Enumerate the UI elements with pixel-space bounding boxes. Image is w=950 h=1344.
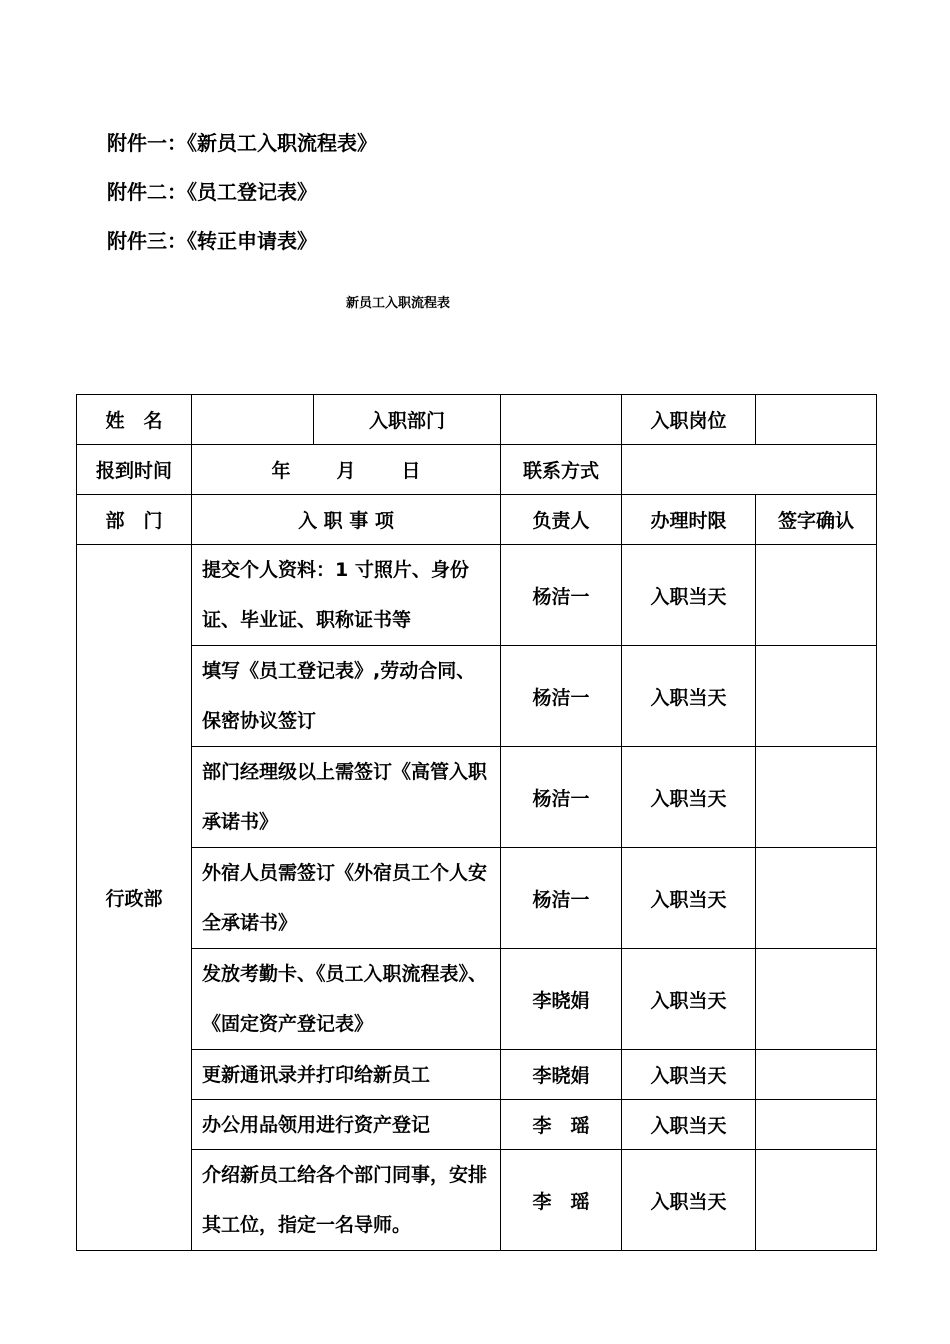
col-department-header: 部 门 (77, 495, 192, 545)
table-row (77, 545, 877, 646)
task-item: 办公用品领用进行资产登记 (192, 1100, 501, 1150)
contact-value-cell[interactable] (622, 445, 877, 495)
attachment-item: 附件一：《新员工入职流程表》 (107, 131, 377, 155)
task-item: 部门经理级以上需签订《高管入职承诺书》 (192, 747, 501, 848)
position-value-cell[interactable] (756, 395, 877, 445)
owner-cell: 杨洁一 (501, 646, 622, 747)
table-row (77, 1100, 877, 1150)
sign-cell[interactable] (756, 1150, 877, 1251)
dept-value-cell[interactable] (501, 395, 622, 445)
sign-cell[interactable] (756, 545, 877, 646)
table-row (77, 646, 877, 747)
deadline-cell: 入职当天 (622, 747, 756, 848)
contact-label: 联系方式 (501, 445, 622, 495)
sign-cell[interactable] (756, 949, 877, 1050)
owner-cell: 杨洁一 (501, 747, 622, 848)
sign-cell[interactable] (756, 747, 877, 848)
deadline-cell: 入职当天 (622, 1150, 756, 1251)
col-items-header: 入 职 事 项 (192, 495, 501, 545)
owner-cell: 杨洁一 (501, 545, 622, 646)
table-row (77, 1150, 877, 1251)
table-row (77, 1050, 877, 1100)
attachment-item: 附件三：《转正申请表》 (107, 229, 317, 253)
sign-cell[interactable] (756, 646, 877, 747)
report-time-label: 报到时间 (77, 445, 192, 495)
date-month: 月 (336, 460, 356, 482)
name-label: 姓 名 (77, 395, 192, 445)
deadline-cell: 入职当天 (622, 646, 756, 747)
column-header-row (77, 495, 877, 545)
table-row (77, 949, 877, 1050)
owner-cell: 李晓娟 (501, 1050, 622, 1100)
attachment-item: 附件二：《员工登记表》 (107, 180, 317, 204)
col-owner-header: 负责人 (501, 495, 622, 545)
dept-label: 入职部门 (314, 395, 501, 445)
form-row-report (77, 445, 877, 495)
deadline-cell: 入职当天 (622, 1100, 756, 1150)
task-item: 发放考勤卡、《员工入职流程表》、《固定资产登记表》 (192, 949, 501, 1050)
col-deadline-header: 办理时限 (622, 495, 756, 545)
owner-cell: 李晓娟 (501, 949, 622, 1050)
task-item: 外宿人员需签订《外宿员工个人安全承诺书》 (192, 848, 501, 949)
table-row (77, 848, 877, 949)
owner-cell: 李 瑶 (501, 1100, 622, 1150)
date-day: 日 (401, 460, 421, 482)
sign-cell[interactable] (756, 1050, 877, 1100)
owner-cell: 杨洁一 (501, 848, 622, 949)
deadline-cell: 入职当天 (622, 1050, 756, 1100)
table-row (77, 747, 877, 848)
position-label: 入职岗位 (622, 395, 756, 445)
col-sign-header: 签字确认 (756, 495, 877, 545)
deadline-cell: 入职当天 (622, 949, 756, 1050)
task-item: 更新通讯录并打印给新员工 (192, 1050, 501, 1100)
onboarding-form-table (76, 394, 877, 1251)
task-item: 填写《员工登记表》,劳动合同、保密协议签订 (192, 646, 501, 747)
owner-cell: 李 瑶 (501, 1150, 622, 1251)
attachment-list (107, 126, 377, 273)
name-value-cell[interactable] (192, 395, 314, 445)
sign-cell[interactable] (756, 1100, 877, 1150)
department-cell: 行政部 (77, 545, 192, 1251)
form-row-name (77, 395, 877, 445)
deadline-cell: 入职当天 (622, 848, 756, 949)
sign-cell[interactable] (756, 848, 877, 949)
task-item: 介绍新员工给各个部门同事，安排其工位，指定一名导师。 (192, 1150, 501, 1251)
report-date-cell[interactable] (192, 445, 501, 495)
date-year: 年 (271, 460, 291, 482)
task-item: 提交个人资料：1 寸照片、身份证、毕业证、职称证书等 (192, 545, 501, 646)
deadline-cell: 入职当天 (622, 545, 756, 646)
form-title: 新员工入职流程表 (345, 296, 450, 311)
